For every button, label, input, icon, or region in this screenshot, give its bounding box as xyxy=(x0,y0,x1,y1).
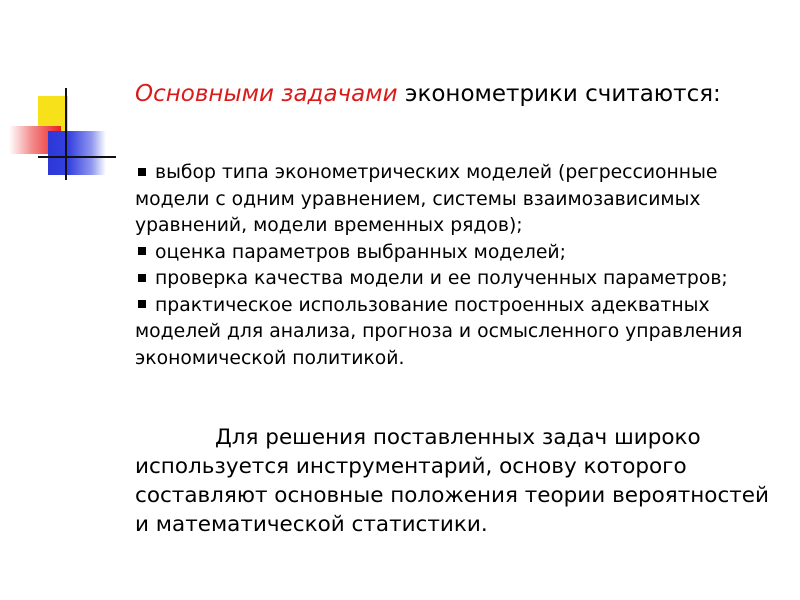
task-text: выбор типа эконометрических моделей (регрессионные модели с одним уравнением, системы взаимозависимых уравнений, модели временных рядов); xyxy=(135,162,718,236)
title-accent: Основными задачами xyxy=(135,81,398,107)
vertical-line xyxy=(65,88,67,180)
square-bullet-icon xyxy=(138,274,146,282)
list-item xyxy=(135,240,775,267)
task-text: оценка параметров выбранных моделей; xyxy=(155,241,566,263)
horizontal-line xyxy=(38,156,116,158)
square-bullet-icon xyxy=(138,300,146,308)
square-bullet-icon xyxy=(138,168,146,176)
closing-paragraph: Для решения поставленных задач широко используется инструментарий, основу которого составляют основные положения теории вероятностей и математической статистики. xyxy=(135,425,769,537)
task-text: проверка качества модели и ее полученных параметров; xyxy=(155,268,728,289)
blue-square xyxy=(48,131,106,175)
list-item xyxy=(135,293,775,373)
title-rest: эконометрики считаются: xyxy=(397,81,721,107)
task-list xyxy=(135,160,775,372)
list-item xyxy=(135,160,775,240)
list-item xyxy=(135,266,775,293)
square-bullet-icon xyxy=(138,247,146,255)
task-text: практическое использование построенных адекватных моделей для анализа, прогноза и осмысленного управления экономической политикой. xyxy=(135,294,743,369)
slide-title xyxy=(135,79,721,109)
